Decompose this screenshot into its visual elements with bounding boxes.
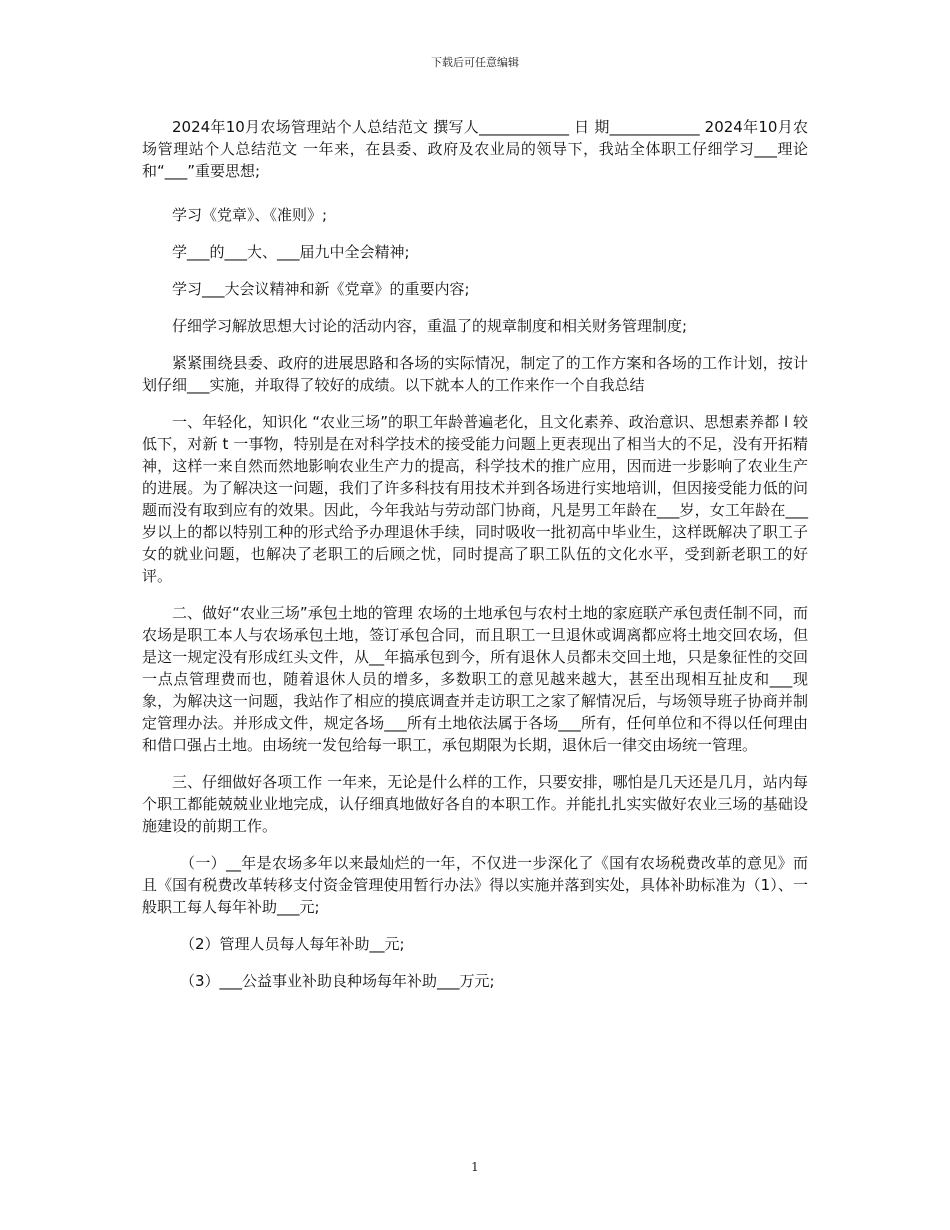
paragraph-section-two: 二、做好“农业三场”承包土地的管理 农场的土地承包与农村土地的家庭联产承包责任制不同，而农场是职工本人与农场承包土地，签订承包合同，而且职工一旦退休或调离都应将土地交回农场，但是这一规定没有形成红头文件，从__年搞承包到今，所有退休人员都未交回土地，只是象征性的交回一点点管理费而也，随着退休人员的增多，多数职工的意见越来越大，甚至出现相互扯皮和___现象，为解决这一问题，我站作了相应的摸底调查并走访职工之家了解情况后，与场领导班子协商并制定管理办法。并形成文件，规定各场___所有土地依法属于各场___所有，任何单位和不得以任何理由和借口强占土地。由场统一发包给每一职工，承包期限为长期，退休后一律交由场统一管理。 bbox=[142, 604, 808, 754]
paragraph-section-three: 三、仔细做好各项工作 一年来，无论是什么样的工作，只要安排，哪怕是几天还是几月，站内每个职工都能兢兢业业地完成，认仔细真地做好各自的本职工作。并能扎扎实实做好农业三场的基础设施建设的前期工作。 bbox=[142, 773, 808, 835]
paragraph-item-3: （3）___公益事业补助良种场每年补助___万元; bbox=[180, 972, 495, 990]
header-note: 下载后可任意编辑 bbox=[431, 56, 519, 69]
paragraph-study-3: 学习___大会议精神和新《党章》的重要内容; bbox=[172, 280, 470, 298]
paragraph-subsection-one: （一）__年是农场多年以来最灿烂的一年，不仅进一步深化了《国有农场税费改革的意见》而且《国有税费改革转移支付资金管理使用暂行办法》得以实施并落到实处，具体补助标准为（1）、一般职工每人每年补助___元; bbox=[142, 854, 808, 916]
paragraph-plan: 紧紧围绕县委、政府的进展思路和各场的实际情况，制定了的工作方案和各场的工作计划，按计划仔细___实施，并取得了较好的成绩。以下就本人的工作来作一个自我总结 bbox=[142, 354, 808, 394]
paragraph-section-one: 一、年轻化，知识化 “农业三场”的职工年龄普遍老化，且文化素养、政治意识、思想素养都 l 较低下，对新 t 一事物，特别是在对科学技术的接受能力问题上更表现出了相当大的不足，没有开拓精神，这样一来自然而然地影响农业生产力的提高，科学技术的推广应用，因而进一步影响了农业生产的进展。为了解决这一问题，我们了许多科技有用技术并到各场进行实地培训，但因接受能力低的问题而没有取到应有的效果。因此，今年我站与劳动部门协商，凡是男工年龄在___岁，女工年龄在___岁以上的都以特别工种的形式给予办理退休手续，同时吸收一批初高中毕业生，这样既解决了职工子女的就业问题，也解决了老职工的后顾之忧，同时提高了职工队伍的文化水平，受到新老职工的好评。 bbox=[142, 413, 808, 585]
document-body bbox=[142, 116, 808, 1007]
paragraph-study-2: 学___的___大、___届九中全会精神; bbox=[172, 243, 410, 261]
paragraph-study-1: 学习《党章》、《准则》; bbox=[172, 206, 328, 224]
paragraph-item-2: （2）管理人员每人每年补助__元; bbox=[180, 935, 405, 953]
paragraph-study-4: 仔细学习解放思想大讨论的活动内容，重温了的规章制度和相关财务管理制度; bbox=[172, 317, 688, 335]
page-number: 1 bbox=[471, 1160, 479, 1174]
paragraph-title-intro: 2024年10月农场管理站个人总结范文 撰写人____________ 日 期____________ 2024年10月农场管理站个人总结范文 一年来，在县委、政府及农业局的领导下，我站全体职工仔细学习___理论和“___”重要思想; bbox=[142, 118, 808, 180]
